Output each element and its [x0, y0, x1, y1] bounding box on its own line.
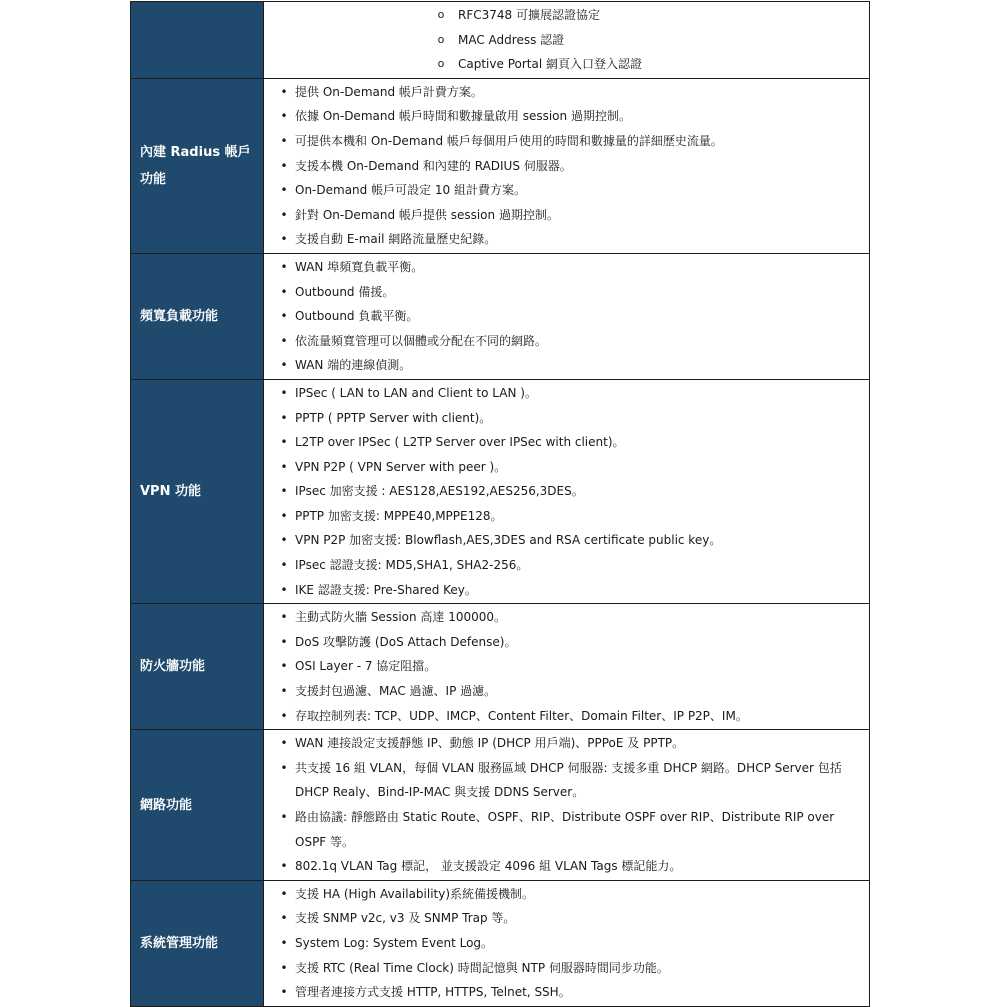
bullet-dot-icon: •: [280, 284, 288, 299]
item-list: [264, 80, 869, 252]
item-text: 支援 HA (High Availability)系統備援機制。: [295, 886, 535, 901]
item-text: 主動式防火牆 Session 高達 100000。: [295, 610, 507, 625]
item-text: DoS 攻擊防護 (DoS Attach Defense)。: [295, 634, 517, 649]
bullet-dot-icon: •: [280, 610, 288, 625]
row-label-network: 網路功能: [131, 730, 264, 881]
item-text: Captive Portal 網頁入口登入認證: [458, 57, 642, 72]
item-text: 提供 On-Demand 帳戶計費方案。: [295, 84, 483, 99]
item-text: WAN 端的連線偵測。: [295, 358, 412, 373]
list-item: [264, 854, 869, 879]
row-content-bandwidth: [264, 253, 870, 379]
item-text: MAC Address 認證: [458, 32, 565, 47]
item-text: IPsec 認證支援: MD5,SHA1, SHA2-256。: [295, 558, 529, 573]
bullet-dot-icon: •: [280, 760, 288, 775]
bullet-dot-icon: •: [280, 886, 288, 901]
item-text: 依據 On-Demand 帳戶時間和數據量啟用 session 過期控制。: [295, 109, 631, 124]
bullet-dot-icon: •: [280, 459, 288, 474]
bullet-dot-icon: •: [280, 133, 288, 148]
item-text: OSI Layer - 7 協定阻擋。: [295, 659, 437, 674]
bullet-dot-icon: •: [280, 708, 288, 723]
list-item: [264, 304, 869, 329]
item-list: [264, 731, 869, 879]
list-item: [264, 329, 869, 354]
item-text: PPTP ( PPTP Server with client)。: [295, 410, 492, 425]
bullet-dot-icon: •: [280, 558, 288, 573]
item-text: 支援 SNMP v2c, v3 及 SNMP Trap 等。: [295, 911, 516, 926]
item-text: 路由協議: 靜態路由 Static Route、OSPF、RIP、Distribute OSPF over RIP、Distribute RIP over OSPF 等。: [295, 810, 835, 849]
list-item: [264, 353, 869, 378]
list-item: [264, 553, 869, 578]
item-list: [264, 605, 869, 728]
bullet-dot-icon: •: [280, 435, 288, 450]
bullet-dot-icon: •: [280, 183, 288, 198]
row-content-system-management: [264, 880, 870, 1006]
list-item: [264, 605, 869, 630]
item-text: 針對 On-Demand 帳戶提供 session 過期控制。: [295, 207, 559, 222]
list-item: [264, 52, 869, 77]
item-text: 802.1q VLAN Tag 標記， 並支援設定 4096 組 VLAN Tags 標記能力。: [295, 859, 682, 874]
bullet-dot-icon: •: [280, 684, 288, 699]
bullet-dot-icon: •: [280, 859, 288, 874]
list-item: [264, 578, 869, 603]
bullet-dot-icon: •: [280, 109, 288, 124]
bullet-dot-icon: •: [280, 232, 288, 247]
list-item: [264, 906, 869, 931]
spec-table: [130, 1, 870, 1007]
list-item: [264, 805, 869, 854]
circle-bullet-icon: o: [437, 32, 445, 46]
row-label-firewall: 防火牆功能: [131, 604, 264, 730]
bullet-dot-icon: •: [280, 410, 288, 425]
item-text: 共支援 16 組 VLAN，每個 VLAN 服務區域 DHCP 伺服器: 支援多重 DHCP 網路。DHCP Server 包括 DHCP Realy、Bind-IP-MAC 與支援 DDNS Server。: [295, 760, 842, 800]
item-text: 支援自動 E-mail 網路流量歷史紀錄。: [295, 232, 497, 247]
list-item: [264, 227, 869, 252]
bullet-dot-icon: •: [280, 634, 288, 649]
item-text: 支援 RTC (Real Time Clock) 時間記憶與 NTP 伺服器時間同步功能。: [295, 960, 669, 975]
item-text: WAN 埠頻寬負載平衡。: [295, 259, 424, 274]
list-item: [264, 104, 869, 129]
item-text: PPTP 加密支援: MPPE40,MPPE128。: [295, 508, 503, 523]
list-item: [264, 455, 869, 480]
bullet-dot-icon: •: [280, 358, 288, 373]
list-item: [264, 882, 869, 907]
item-text: 依流量頻寬管理可以個體或分配在不同的網路。: [295, 333, 548, 348]
list-item: [264, 479, 869, 504]
table-row-network: [131, 730, 870, 881]
list-item: [264, 203, 869, 228]
item-list: [264, 882, 869, 1005]
row-label-bandwidth: 頻寬負載功能: [131, 253, 264, 379]
bullet-dot-icon: •: [280, 158, 288, 173]
item-text: 支援本機 On-Demand 和內建的 RADIUS 伺服器。: [295, 158, 572, 173]
item-text: VPN P2P 加密支援: Blowflash,AES,3DES and RSA certificate public key。: [295, 533, 722, 548]
row-content-vpn: [264, 379, 870, 603]
bullet-dot-icon: •: [280, 736, 288, 751]
table-row-system-management: [131, 880, 870, 1006]
list-item: [264, 731, 869, 756]
list-item: [264, 80, 869, 105]
row-label-vpn: VPN 功能: [131, 379, 264, 603]
list-item: [264, 528, 869, 553]
bullet-dot-icon: •: [280, 385, 288, 400]
list-item: [264, 255, 869, 280]
item-text: On-Demand 帳戶可設定 10 組計費方案。: [295, 183, 526, 198]
bullet-dot-icon: •: [280, 207, 288, 222]
row-content-authentication: [264, 2, 870, 79]
bullet-dot-icon: •: [280, 533, 288, 548]
bullet-dot-icon: •: [280, 259, 288, 274]
item-text: 支援封包過濾、MAC 過濾、IP 過濾。: [295, 684, 497, 699]
table-row-vpn: [131, 379, 870, 603]
bullet-dot-icon: •: [280, 582, 288, 597]
item-text: 存取控制列表: TCP、UDP、IMCP、Content Filter、Domain Filter、IP P2P、IM。: [295, 708, 748, 723]
list-item: [264, 980, 869, 1005]
list-item: [264, 704, 869, 729]
item-text: 可提供本機和 On-Demand 帳戶每個用戶使用的時間和數據量的詳細歷史流量。: [295, 133, 723, 148]
list-item: [264, 931, 869, 956]
item-text: IPsec 加密支援 : AES128,AES192,AES256,3DES。: [295, 484, 584, 499]
item-text: WAN 連接設定支援靜態 IP、動態 IP (DHCP 用戶端)、PPPoE 及 PPTP。: [295, 736, 685, 751]
list-item: [264, 756, 869, 805]
item-text: L2TP over IPSec ( L2TP Server over IPSec with client)。: [295, 435, 625, 450]
bullet-dot-icon: •: [280, 484, 288, 499]
item-text: Outbound 備援。: [295, 284, 395, 299]
row-label-system-management: 系統管理功能: [131, 880, 264, 1006]
table-row-bandwidth: [131, 253, 870, 379]
table-row-authentication: [131, 2, 870, 79]
item-text: IKE 認證支援: Pre-Shared Key。: [295, 582, 477, 597]
list-item: [264, 630, 869, 655]
item-text: 管理者連接方式支援 HTTP, HTTPS, Telnet, SSH。: [295, 985, 571, 1000]
list-item: [264, 430, 869, 455]
bullet-dot-icon: •: [280, 659, 288, 674]
list-item: [264, 654, 869, 679]
bullet-dot-icon: •: [280, 985, 288, 1000]
list-item: [264, 28, 869, 53]
row-content-network: [264, 730, 870, 881]
list-item: [264, 381, 869, 406]
bullet-dot-icon: •: [280, 960, 288, 975]
bullet-dot-icon: •: [280, 309, 288, 324]
row-label-authentication: [131, 2, 264, 79]
row-content-firewall: [264, 604, 870, 730]
item-text: RFC3748 可擴展認證協定: [458, 8, 600, 22]
bullet-dot-icon: •: [280, 935, 288, 950]
circle-bullet-icon: o: [437, 8, 445, 21]
bullet-dot-icon: •: [280, 84, 288, 99]
list-item: [264, 280, 869, 305]
list-item: [264, 504, 869, 529]
bullet-dot-icon: •: [280, 333, 288, 348]
list-item: [264, 956, 869, 981]
list-item: [264, 406, 869, 431]
circle-bullet-icon: o: [437, 57, 445, 71]
item-list: [264, 3, 869, 77]
row-label-radius: 內建 Radius 帳戶功能: [131, 78, 264, 253]
bullet-dot-icon: •: [280, 810, 288, 824]
row-content-radius: [264, 78, 870, 253]
list-item: [264, 3, 869, 28]
item-list: [264, 381, 869, 602]
bullet-dot-icon: •: [280, 911, 288, 926]
table-row-radius: [131, 78, 870, 253]
list-item: [264, 154, 869, 179]
list-item: [264, 129, 869, 154]
item-text: Outbound 負載平衡。: [295, 309, 419, 324]
item-text: IPSec ( LAN to LAN and Client to LAN )。: [295, 385, 537, 400]
item-list: [264, 255, 869, 378]
list-item: [264, 679, 869, 704]
list-item: [264, 178, 869, 203]
table-row-firewall: [131, 604, 870, 730]
bullet-dot-icon: •: [280, 508, 288, 523]
item-text: System Log: System Event Log。: [295, 935, 494, 950]
item-text: VPN P2P ( VPN Server with peer )。: [295, 459, 507, 474]
